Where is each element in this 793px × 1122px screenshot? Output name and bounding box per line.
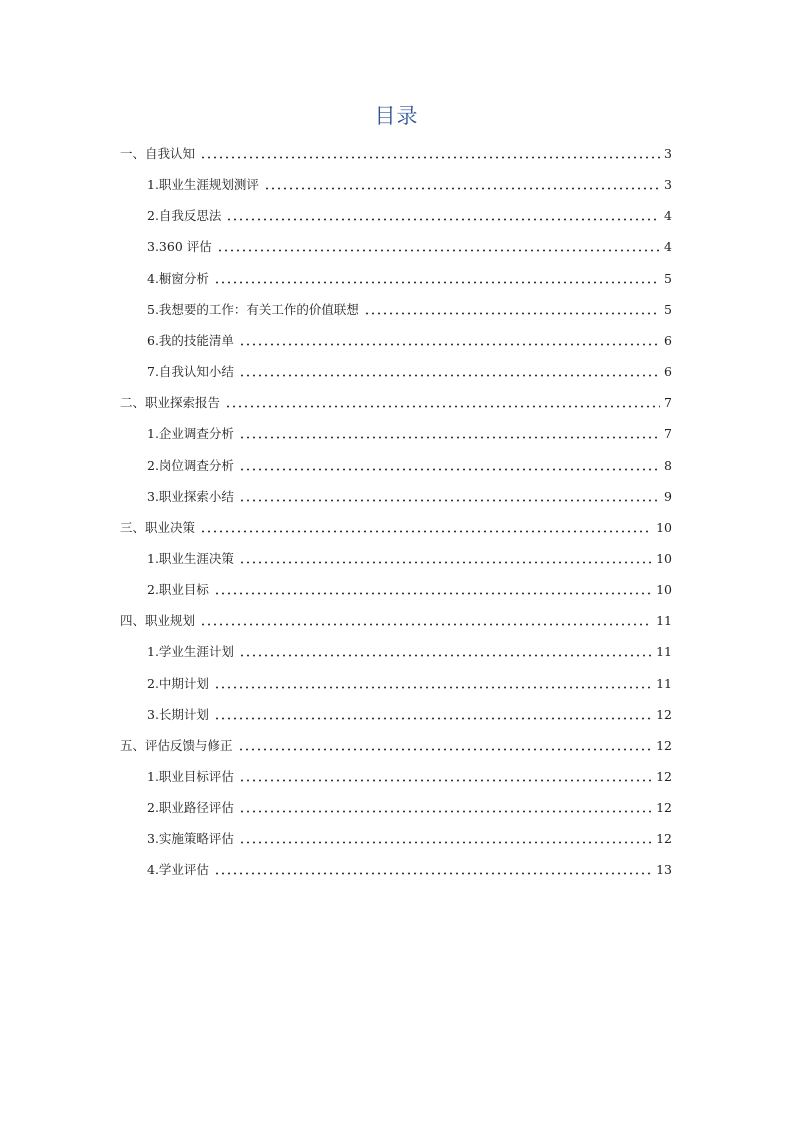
toc-entry-text: 5.我想要的工作：有关工作的价值联想 [147,301,359,317]
toc-entry-text: 4.学业评估 [147,862,209,878]
toc-dot-leader [200,156,660,159]
toc-entry-text: 3.360 评估 [147,239,212,255]
toc-entry[interactable] [147,799,672,817]
toc-page-number: 7 [664,395,672,411]
toc-entry[interactable] [147,207,672,225]
toc-page-number: 12 [656,800,672,816]
toc-entry[interactable] [147,488,672,506]
toc-dot-leader [200,530,652,533]
toc-dot-leader [239,343,660,346]
toc-entry[interactable] [147,238,672,256]
toc-dot-leader [214,281,660,284]
toc-title: 目录 [374,104,419,128]
toc-entry-text: 6.我的技能清单 [147,332,234,348]
toc-dot-leader [214,592,652,595]
toc-page-number: 4 [664,208,672,224]
toc-dot-leader [217,249,660,252]
toc-entry[interactable] [147,861,672,879]
toc-entry-text: 1.职业生涯规划测评 [147,177,259,193]
toc-page-number: 12 [656,831,672,847]
toc-entry[interactable] [120,612,672,630]
toc-entry-text: 三、职业决策 [120,519,196,535]
toc-dot-leader [225,405,660,408]
toc-dot-leader [214,686,652,689]
toc-entry[interactable] [120,519,672,537]
toc-entry[interactable] [147,332,672,350]
toc-dot-leader [239,499,660,502]
toc-page-number: 4 [664,239,672,255]
toc-entry-text: 2.岗位调查分析 [147,457,234,473]
toc-entry-text: 2.职业路径评估 [147,800,234,816]
toc-page-number: 6 [664,364,672,380]
toc-entry-text: 2.中期计划 [147,675,209,691]
toc-entry-text: 1.职业目标评估 [147,769,234,784]
toc-page-number: 10 [656,550,672,566]
toc-entry[interactable] [147,830,672,848]
toc-page-number: 5 [664,301,672,317]
toc-entry[interactable] [147,176,672,194]
toc-dot-leader [239,779,652,782]
toc-entry-text: 1.企业调查分析 [147,426,234,442]
toc-entry-text: 五、评估反馈与修正 [120,737,233,753]
toc-page-number: 3 [664,177,672,193]
toc-page-number: 10 [656,519,672,535]
toc-page-number: 6 [664,332,672,348]
toc-entry-text: 7.自我认知小结 [147,364,234,380]
toc-page-number: 11 [656,613,672,629]
toc-page-number: 7 [664,426,672,442]
toc-entry-text: 3.职业探索小结 [147,488,234,504]
toc-entry[interactable] [147,425,672,443]
toc-entry-text: 4.橱窗分析 [147,270,209,286]
toc-entry-text: 1.职业生涯决策 [147,550,234,566]
toc-dot-leader [364,312,660,315]
toc-dot-leader [214,717,652,720]
toc-entry-text: 2.自我反思法 [147,208,222,224]
toc-dot-leader [239,436,660,439]
toc-dot-leader [239,654,652,657]
toc-entry-text: 1.学业生涯计划 [147,644,234,660]
toc-dot-leader [239,561,652,564]
toc-page-number: 11 [656,644,672,660]
toc-dot-leader [239,810,652,813]
toc-dot-leader [239,374,660,377]
toc-entry-text: 2.职业目标 [147,582,209,598]
toc-entry[interactable] [147,270,672,288]
toc-entry[interactable] [147,706,672,724]
toc-entry[interactable] [120,737,672,755]
toc-entry-text: 3.长期计划 [147,706,209,722]
toc-page-number: 10 [656,582,672,598]
toc-entry[interactable] [120,394,672,412]
toc-page-number: 11 [656,675,672,691]
toc-page-number: 3 [664,146,672,161]
toc-entry[interactable] [147,643,672,661]
toc-page-number: 8 [664,457,672,473]
toc-dot-leader [200,623,652,626]
toc-entry-text: 四、职业规划 [120,613,196,629]
toc-dot-leader [264,187,660,190]
toc-page-number: 12 [656,737,672,753]
toc-entry[interactable] [147,550,672,568]
toc-entry[interactable] [147,363,672,381]
toc-dot-leader [226,218,660,221]
toc-entry-text: 一、自我认知 [120,146,196,161]
toc-entry[interactable] [147,675,672,693]
toc-entry[interactable] [147,457,672,475]
toc-dot-leader [214,872,652,875]
toc-page-number: 9 [664,488,672,504]
toc-dot-leader [239,841,652,844]
toc-dot-leader [239,468,660,471]
toc-page-number: 5 [664,270,672,286]
toc-entry[interactable] [147,301,672,319]
toc-dot-leader [238,748,653,751]
toc-entry[interactable] [120,145,672,163]
toc-entry[interactable] [147,581,672,599]
toc-entry-text: 3.实施策略评估 [147,831,234,847]
toc-entry[interactable] [147,768,672,786]
toc-page-number: 13 [656,862,672,878]
toc-page-number: 12 [656,706,672,722]
toc-page-number: 12 [656,769,672,784]
toc-entry-text: 二、职业探索报告 [120,395,221,411]
